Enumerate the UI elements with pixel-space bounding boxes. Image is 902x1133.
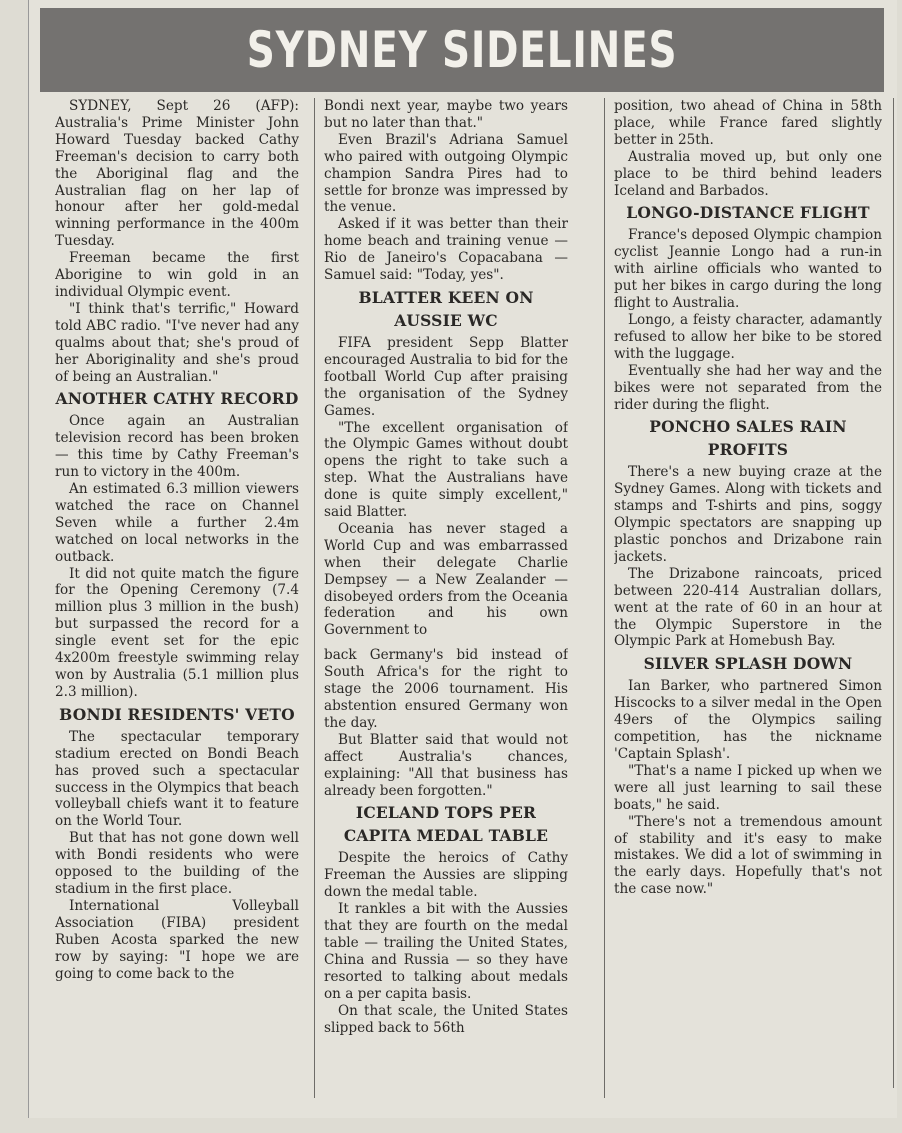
paragraph: Bondi next year, maybe two years but no later than that." bbox=[324, 98, 568, 131]
paragraph: Freeman became the first Aborigine to win gold in an individual Olympic event. bbox=[55, 250, 299, 300]
paragraph: "The excellent organisation of the Olympic Games without doubt opens the right to take such a step. What the Australians have done is quite simply excellent," said Blatter. bbox=[324, 419, 568, 521]
paragraph: Even Brazil's Adriana Samuel who paired with outgoing Olympic champion Sandra Pires had to settle for bronze was impressed by the venue. bbox=[324, 131, 568, 216]
paragraph: It rankles a bit with the Aussies that they are fourth on the medal table — trailing the United States, China and Russia — so they have resorted to talking about medals on a per capita basis. bbox=[324, 901, 568, 1002]
paragraph: Once again an Australian television record has been broken — this time by Cathy Freeman's run to victory in the 400m. bbox=[55, 413, 299, 481]
column-2 bbox=[324, 98, 568, 1108]
column-divider bbox=[604, 98, 605, 1098]
paragraph: An estimated 6.3 million viewers watched the race on Channel Seven while a further 2.4m watched on local networks in the outback. bbox=[55, 481, 299, 565]
column-1 bbox=[55, 98, 299, 1108]
paragraph: France's deposed Olympic champion cyclist Jeannie Longo had a run-in with airline officials who wanted to put her bikes in cargo during the long flight to Australia. bbox=[614, 227, 882, 312]
column-divider bbox=[314, 98, 315, 1098]
headline-iceland-tops-per-capita-medal-table: ICELAND TOPS PER CAPITA MEDAL TABLE bbox=[343, 803, 549, 846]
paragraph: On that scale, the United States slipped back to 56th bbox=[324, 1002, 568, 1036]
headline-longo-distance-flight: LONGO-DISTANCE FLIGHT bbox=[626, 203, 870, 223]
column-3 bbox=[614, 98, 882, 1108]
headline-poncho-sales-rain-profits: PONCHO SALES RAIN PROFITS bbox=[649, 417, 847, 460]
paragraph: The spectacular temporary stadium erected on Bondi Beach has proved such a spectacular success in the Olympics that beach volleyball chiefs want it to feature on the World Tour. bbox=[55, 728, 299, 830]
headline-blatter-keen-on-aussie-wc: BLATTER KEEN ON AUSSIE WC bbox=[358, 287, 534, 330]
paragraph: "I think that's terrific," Howard told ABC radio. "I've never had any qualms about that; she's proud of her Aboriginality and she's proud of being an Australian." bbox=[55, 300, 299, 385]
paragraph: Australia moved up, but only one place to be third behind leaders Iceland and Barbados. bbox=[614, 148, 882, 199]
paragraph: "There's not a tremendous amount of stability and it's easy to make mistakes. We did a lot of swimming in the early days. Hopefully that's not the case now." bbox=[614, 813, 882, 898]
headline-another-cathy-record: ANOTHER CATHY RECORD bbox=[55, 389, 299, 409]
paragraph: back Germany's bid instead of South Africa's for the right to stage the 2006 tournament. His abstention ensured Germany won the day. bbox=[324, 647, 568, 731]
paragraph: But that has not gone down well with Bondi residents who were opposed to the building of the stadium in the first place. bbox=[55, 830, 299, 897]
paragraph: "That's a name I picked up when we were all just learning to sail these boats," he said. bbox=[614, 762, 882, 813]
paragraph: position, two ahead of China in 58th place, while France fared slightly better in 25th. bbox=[614, 98, 882, 148]
paragraph: Asked if it was better than their home beach and training venue — Rio de Janeiro's Copacabana — Samuel said: "Today, yes". bbox=[324, 216, 568, 284]
paragraph: International Volleyball Association (FIBA) president Ruben Acosta sparked the new row by saying: "I hope we are going to come back to the bbox=[55, 897, 299, 982]
paragraph: Eventually she had her way and the bikes were not separated from the rider during the flight. bbox=[614, 362, 882, 413]
headline-bondi-residents-veto: BONDI RESIDENTS' VETO bbox=[59, 704, 295, 724]
headline-silver-splash-down: SILVER SPLASH DOWN bbox=[643, 654, 853, 674]
paragraph: Oceania has never staged a World Cup and was embarrassed when their delegate Charlie Dempsey — a New Zealander — disobeyed orders from the Oceania federation and his own Government to bbox=[324, 520, 568, 639]
paragraph: The Drizabone raincoats, priced between 220-414 Australian dollars, went at the rate of 60 in an hour at the Olympic Superstore in the Olympic Park at Homebush Bay. bbox=[614, 565, 882, 650]
paragraph: FIFA president Sepp Blatter encouraged Australia to bid for the football World Cup after praising the organisation of the Sydney Games. bbox=[324, 334, 568, 419]
section-title: SYDNEY SIDELINES bbox=[246, 21, 678, 79]
paragraph: But Blatter said that would not affect Australia's chances, explaining: "All that business has already been forgotten." bbox=[324, 731, 568, 799]
section-banner bbox=[40, 8, 884, 92]
paragraph: Despite the heroics of Cathy Freeman the Aussies are slipping down the medal table. bbox=[324, 850, 568, 901]
paragraph: Ian Barker, who partnered Simon Hiscocks to a silver medal in the Open 49ers of the Olympics sailing competition, has the nickname 'Captain Splash'. bbox=[614, 678, 882, 762]
column-divider bbox=[893, 98, 894, 1088]
paragraph: SYDNEY, Sept 26 (AFP): Australia's Prime Minister John Howard Tuesday backed Cathy Freeman's decision to carry both the Aboriginal flag and the Australian flag on her lap of honour after her gold-medal winning performance in the 400m Tuesday. bbox=[55, 98, 299, 250]
paragraph: There's a new buying craze at the Sydney Games. Along with tickets and stamps and T-shirts and pins, soggy Olympic spectators are snapping up plastic ponchos and Drizabone rain jackets. bbox=[614, 464, 882, 565]
paragraph: Longo, a feisty character, adamantly refused to allow her bike to be stored with the luggage. bbox=[614, 311, 882, 362]
paragraph: It did not quite match the figure for the Opening Ceremony (7.4 million plus 3 million in the bush) but surpassed the record for a single event set for the epic 4x200m freestyle swimming relay won by Australia (5.1 million plus 2.3 million). bbox=[55, 565, 299, 700]
